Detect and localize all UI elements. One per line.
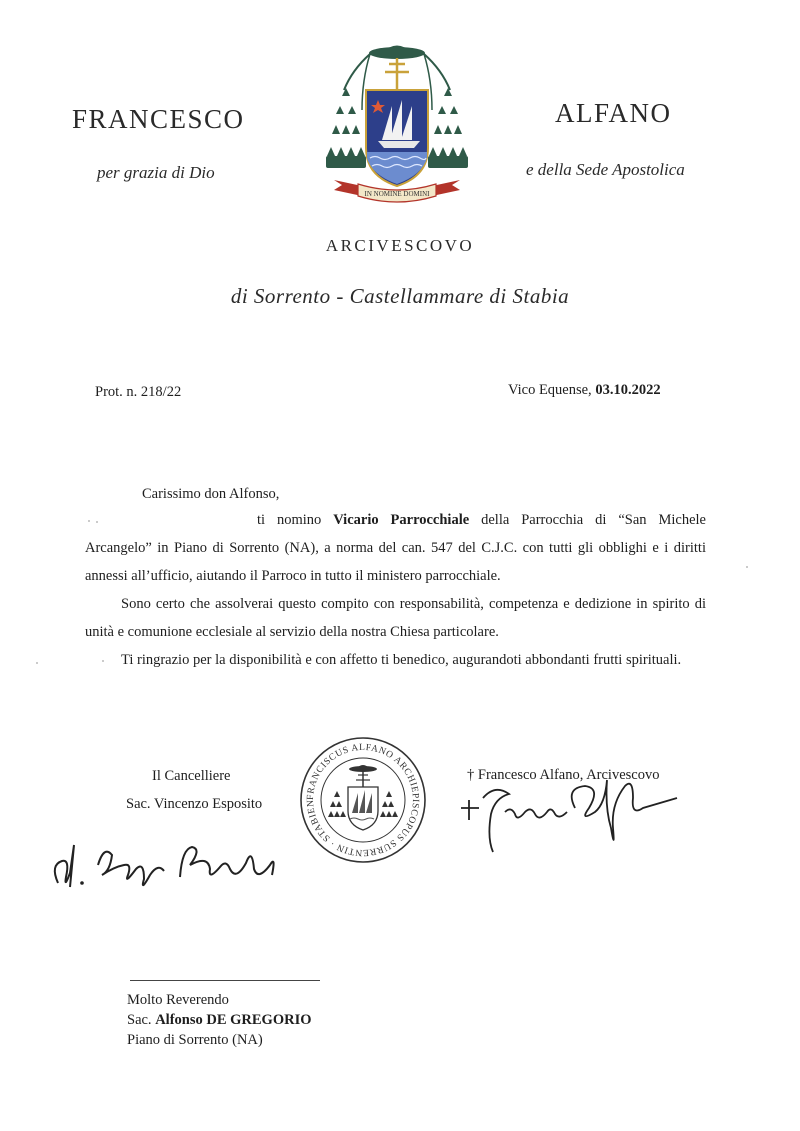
role-vicario: Vicario Parrocchiale (333, 512, 470, 528)
recipient-block (127, 990, 312, 1050)
paragraph-blessing: Ti ringrazio per la disponibilità e con affetto ti benedico, augurandoti abbondanti frutti spirituali. (121, 652, 682, 668)
archiepiscopal-seal-icon (298, 735, 428, 865)
chancellor-role: Il Cancelliere (152, 768, 231, 784)
place: Vico Equense, (508, 382, 596, 398)
header-last-name: ALFANO (555, 98, 672, 128)
header-diocese: di Sorrento - Castellammare di Stabia (230, 284, 570, 308)
header-left-subtitle: per grazia di Dio (97, 163, 215, 182)
chancellor-signature-icon (40, 825, 300, 900)
letter-body (85, 506, 706, 674)
letter-greeting: Carissimo don Alfonso, (142, 486, 280, 502)
recipient-name: Sac. Alfonso DE GREGORIO (127, 1012, 312, 1028)
header-right-subtitle: e della Sede Apostolica (526, 160, 685, 179)
archbishop-signature-icon (455, 768, 685, 858)
place-date (508, 376, 661, 404)
recipient-divider (130, 980, 320, 981)
coat-of-arms-icon (322, 40, 472, 208)
header-first-name: FRANCESCO (72, 104, 245, 134)
archbishop-line: † Francesco Alfano, Arcivescovo (467, 767, 660, 783)
protocol-number: Prot. n. 218/22 (95, 384, 182, 400)
coat-of-arms-motto: IN NOMINE DOMINI (364, 190, 430, 198)
paragraph-nomination: ti nomino Vicario Parrocchiale della Parrocchia di “San Michele Arcangelo” in Piano di Sorrento (NA), a norma del can. 547 del C.J.C. con tutti gli obblighi e i diritti annessi all’ufficio, aiutando il Parroco in tutto il ministero parrocchiale. (85, 512, 706, 584)
seal-text: FRANCISCUS ALFANO ARCHIEPISCOPUS SURRENTIN · STABIEN (305, 742, 421, 858)
header-title: ARCIVESCOVO (325, 236, 475, 255)
recipient-salutation: Molto Reverendo (127, 992, 229, 1008)
paragraph-confidence: Sono certo che assolverai questo compito con responsabilità, competenza e dedizione in spirito di unità e comunione ecclesiale al servizio della nostra Chiesa particolare. (85, 596, 706, 640)
letter-date: 03.10.2022 (595, 382, 661, 398)
recipient-location: Piano di Sorrento (NA) (127, 1032, 263, 1048)
chancellor-name: Sac. Vincenzo Esposito (126, 796, 263, 812)
